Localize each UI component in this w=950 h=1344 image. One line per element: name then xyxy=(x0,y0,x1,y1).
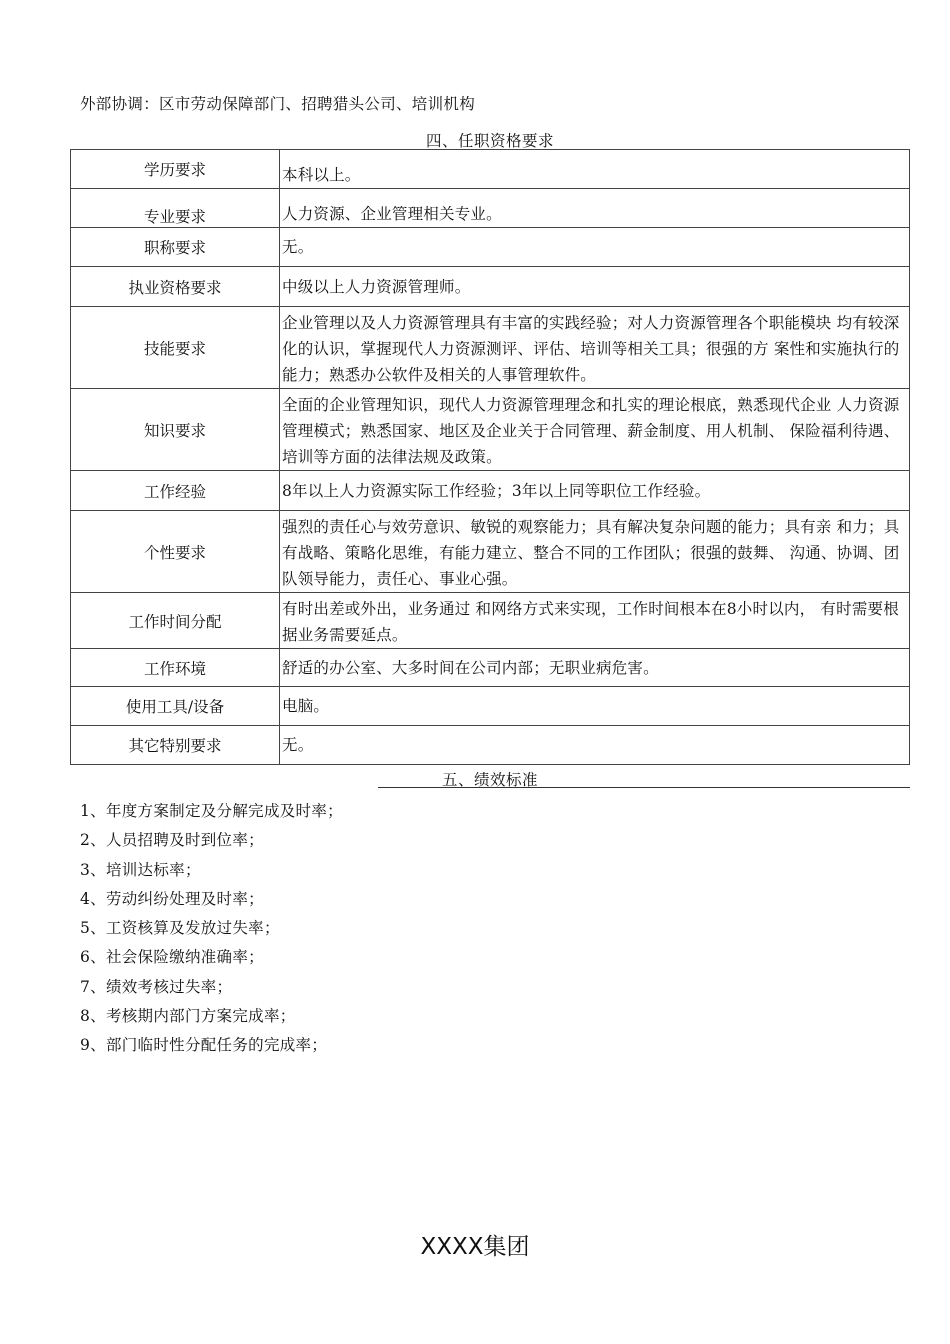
performance-list xyxy=(80,797,343,1061)
row-value-other: 无。 xyxy=(280,726,910,765)
table-row xyxy=(71,389,910,471)
row-value-experience: 8年以上人力资源实际工作经验；3年以上同等职位工作经验。 xyxy=(280,471,910,511)
list-item: 6、社会保险缴纳准确率； xyxy=(80,948,264,967)
row-value-title: 无。 xyxy=(280,228,910,267)
table-row xyxy=(71,687,910,726)
row-value-knowledge: 全面的企业管理知识，现代人力资源管理理念和扎实的理论根底，熟悉现代企业 人力资源管理模式；熟悉国家、地区及企业关于合同管理、薪金制度、用人机制、 保险福利待遇、培训等方面的法律法规及政策。 xyxy=(280,389,910,471)
table-row xyxy=(71,150,910,189)
row-label-knowledge: 知识要求 xyxy=(71,389,280,471)
list-item: 9、部门临时性分配任务的完成率； xyxy=(80,1036,328,1055)
section-5-underline xyxy=(378,787,910,788)
row-label-other: 其它特别要求 xyxy=(71,726,280,765)
list-item: 3、培训达标率； xyxy=(80,860,201,879)
row-value-personality: 强烈的责任心与效劳意识、敏锐的观察能力；具有解决复杂问题的能力；具有亲 和力；具有战略、策略化思维，有能力建立、整合不同的工作团队；很强的鼓舞、 沟通、协调、团队领导能力，责任心、事业心强。 xyxy=(280,511,910,593)
row-value-tools: 电脑。 xyxy=(280,687,910,726)
row-label-experience: 工作经验 xyxy=(71,471,280,511)
footer-company-name: XXXX集团 xyxy=(420,1234,530,1260)
row-label-environment: 工作环境 xyxy=(71,649,280,687)
row-value-major: 人力资源、企业管理相关专业。 xyxy=(280,189,910,228)
table-row xyxy=(71,649,910,687)
table-row xyxy=(71,189,910,228)
qualification-table xyxy=(70,149,910,765)
row-label-title: 职称要求 xyxy=(71,228,280,267)
list-item: 5、工资核算及发放过失率； xyxy=(80,919,280,938)
row-value-education: 本科以上。 xyxy=(280,150,910,189)
table-row xyxy=(71,228,910,267)
table-row xyxy=(71,511,910,593)
row-label-work-time: 工作时间分配 xyxy=(71,593,280,649)
row-value-skills: 企业管理以及人力资源管理具有丰富的实践经验；对人力资源管理各个职能模块 均有较深化的认识，掌握现代人力资源测评、评估、培训等相关工具；很强的方 案性和实施执行的能力；熟悉办公软件及相关的人事管理软件。 xyxy=(280,307,910,389)
row-value-certification: 中级以上人力资源管理师。 xyxy=(280,267,910,307)
list-item: 4、劳动纠纷处理及时率； xyxy=(80,889,264,908)
section-5-title: 五、绩效标准 xyxy=(441,771,538,789)
row-value-environment: 舒适的办公室、大多时间在公司内部；无职业病危害。 xyxy=(280,649,910,687)
list-item: 1、年度方案制定及分解完成及时率； xyxy=(80,802,343,820)
table-row xyxy=(71,307,910,389)
list-item: 8、考核期内部门方案完成率； xyxy=(80,1007,296,1026)
list-item: 7、绩效考核过失率； xyxy=(80,977,233,996)
row-label-certification: 执业资格要求 xyxy=(71,267,280,307)
row-value-work-time: 有时出差或外出，业务通过 和网络方式来实现，工作时间根本在8小时以内， 有时需要根据业务需要延点。 xyxy=(280,593,910,649)
row-label-personality: 个性要求 xyxy=(71,511,280,593)
row-label-skills: 技能要求 xyxy=(71,307,280,389)
external-coordination-line: 外部协调：区市劳动保障部门、招聘猎头公司、培训机构 xyxy=(80,95,476,113)
row-label-tools: 使用工具/设备 xyxy=(71,687,280,726)
section-4-title: 四、任职资格要求 xyxy=(425,132,554,150)
row-label-major: 专业要求 xyxy=(71,189,280,228)
table-row xyxy=(71,593,910,649)
table-row xyxy=(71,471,910,511)
table-row xyxy=(71,726,910,765)
list-item: 2、人员招聘及时到位率； xyxy=(80,831,264,850)
table-row xyxy=(71,267,910,307)
row-label-education: 学历要求 xyxy=(71,150,280,189)
